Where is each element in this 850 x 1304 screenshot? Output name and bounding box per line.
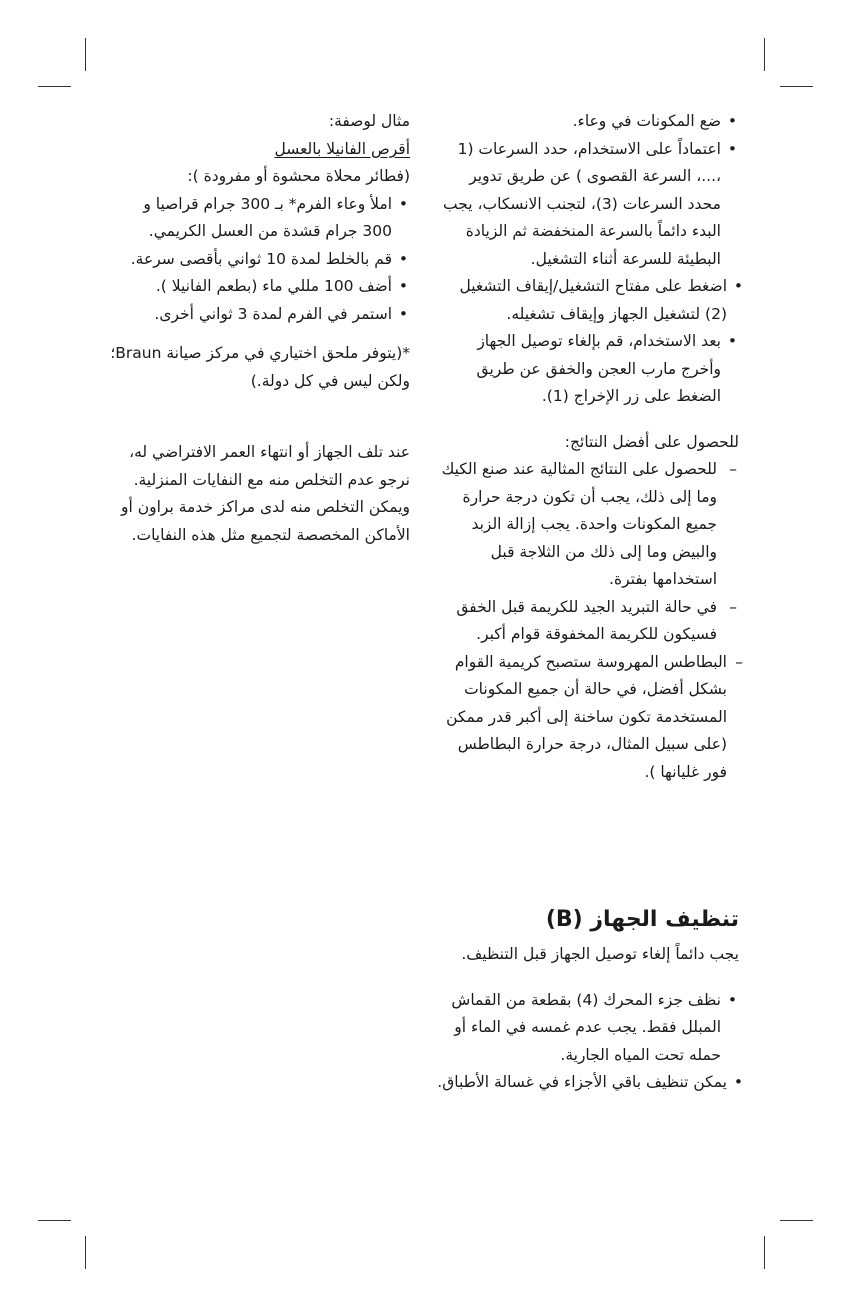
crop-mark <box>780 1220 813 1221</box>
recipe-steps <box>110 191 410 329</box>
recipe-subtitle: (فطائر محلاة محشوة أو مفرودة ): <box>187 167 410 185</box>
cleaning-title: تنظيف الجهاز (B) <box>545 907 739 932</box>
usage-list <box>436 108 739 411</box>
list-item: • ضع المكونات في وعاء. <box>436 108 739 136</box>
list-item: • قم بالخلط لمدة 10 ثواني بأقصى سرعة. <box>110 246 410 274</box>
disposal-text: عند تلف الجهاز أو انتهاء العمر الافتراضي له، نرجو عدم التخلص منه مع النفايات المنزلية. ويمكن التخلص منه لدى مراكز خدمة براون أو الأماكن المخصصة لتجميع مثل هذه النفايات. <box>121 443 410 544</box>
best-results-list <box>436 456 739 786</box>
list-item: • نظف جزء المحرك (4) بقطعة من القماش المبلل فقط. يجب عدم غمسه في الماء أو حمله تحت المياه الجارية. <box>436 987 739 1070</box>
list-item: • بعد الاستخدام، قم بإلغاء توصيل الجهاز وأخرج مارب العجن والخفق عن طريق الضغط على زر الإخراج (1). <box>436 328 739 411</box>
cleaning-list <box>436 987 739 1097</box>
crop-mark <box>38 86 71 87</box>
list-item: – في حالة التبريد الجيد للكريمة قبل الخفق فسيكون للكريمة المخفوقة قوام أكبر. <box>436 594 739 649</box>
crop-mark <box>85 38 86 71</box>
crop-mark <box>764 1236 765 1269</box>
list-item: – البطاطس المهروسة ستصبح كريمية القوام بشكل أفضل، في حالة أن جميع المكونات المستخدمة تكون ساخنة إلى أكبر قدر ممكن (على سبيل المثال، درجة حرارة البطاطس فور غليانها ). <box>436 649 739 787</box>
list-item: • أضف 100 مللي ماء (بطعم الفانيلا ). <box>110 273 410 301</box>
crop-mark <box>780 86 813 87</box>
list-item: • استمر في الفرم لمدة 3 ثواني أخرى. <box>110 301 410 329</box>
cleaning-intro: يجب دائماً إلغاء توصيل الجهاز قبل التنظيف. <box>461 945 739 963</box>
recipe-column <box>110 108 410 549</box>
recipe-intro: مثال لوصفة: <box>328 112 410 130</box>
recipe-title: أقرص الفانيلا بالعسل <box>274 139 410 158</box>
best-results-heading: للحصول على أفضل النتائج: <box>564 432 739 451</box>
crop-mark <box>38 1220 71 1221</box>
footnote: *(يتوفر ملحق اختياري في مركز صيانة Braun؛ ولكن ليس في كل دولة.) <box>110 344 410 390</box>
list-item: • اضغط على مفتاح التشغيل/إيقاف التشغيل (2) لتشغيل الجهاز وإيقاف تشغيله. <box>436 273 739 328</box>
crop-mark <box>85 1236 86 1269</box>
usage-column <box>436 108 739 786</box>
list-item: • املأ وعاء الفرم* بـ 300 جرام قراصيا و 300 جرام قشدة من العسل الكريمي. <box>110 191 410 246</box>
list-item: • اعتماداً على الاستخدام، حدد السرعات (1 ،...، السرعة القصوى ) عن طريق تدوير محدد السرعات (3)، لتجنب الانسكاب، يجب البدء دائماً بالسرعة المنخفضة ثم الزيادة البطيئة للسرعة أثناء التشغيل. <box>436 136 739 274</box>
list-item: – للحصول على النتائج المثالية عند صنع الكيك وما إلى ذلك، يجب أن تكون درجة حرارة جميع المكونات واحدة. يجب إزالة الزبد والبيض وما إلى ذلك من الثلاجة قبل استخدامها بفترة. <box>436 456 739 594</box>
crop-mark <box>764 38 765 71</box>
list-item: • يمكن تنظيف باقي الأجزاء في غسالة الأطباق. <box>436 1069 739 1097</box>
cleaning-section <box>436 905 739 1097</box>
